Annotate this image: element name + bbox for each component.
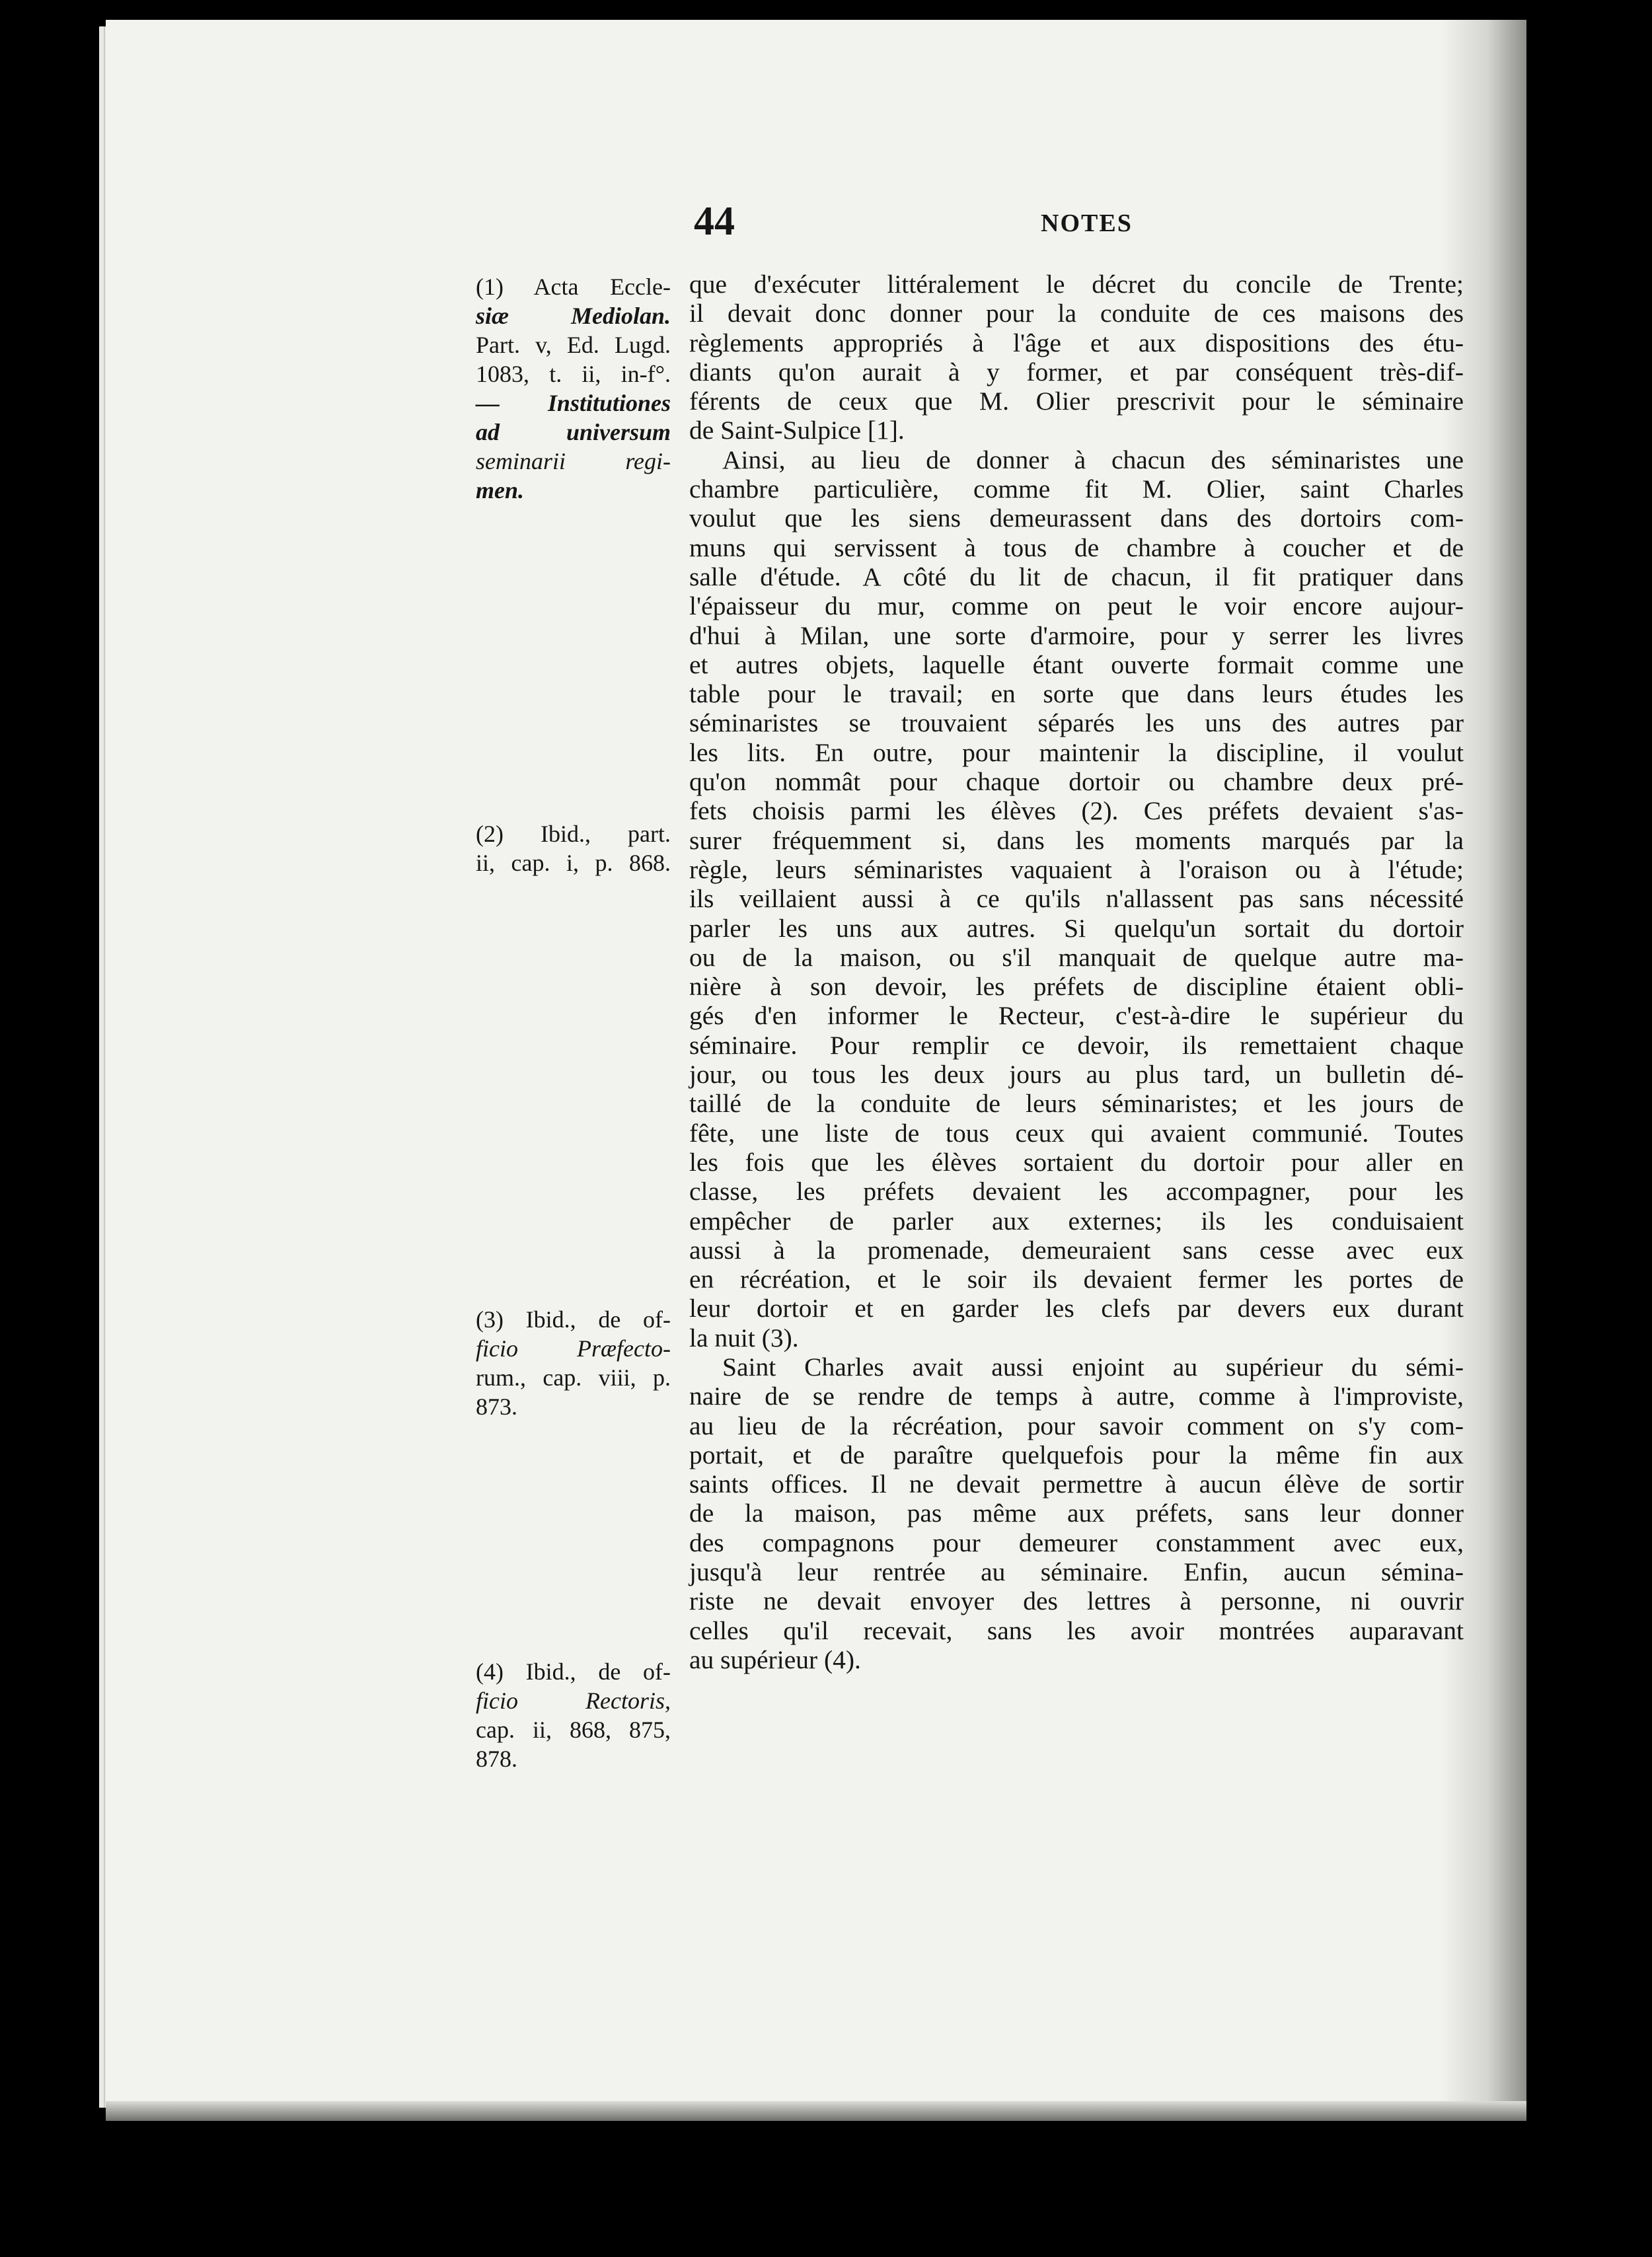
body-text [689, 270, 1464, 1674]
text-line: au lieu de la récréation, pour savoir comment on s'y com- [689, 1411, 1464, 1440]
text-line: nière à son devoir, les préfets de discipline étaient obli- [689, 972, 1464, 1002]
text-line: fête, une liste de tous ceux qui avaient communié. Toutes [689, 1118, 1464, 1148]
text-line: saints offices. Il ne devait permettre à aucun élève de sortir [689, 1469, 1464, 1499]
margin-note-line: 878. [476, 1746, 517, 1772]
margin-note-line: 1083, t. ii, in-f°. [476, 361, 671, 387]
margin-note-3 [476, 1305, 671, 1421]
margin-note-line: ii, cap. i, p. 868. [476, 850, 671, 876]
margin-note-line: cap. ii, 868, 875, [476, 1717, 671, 1743]
margin-note-2 [476, 819, 671, 877]
text-line: classe, les préfets devaient les accompagner, pour les [689, 1177, 1464, 1206]
text-line: voulut que les siens demeurassent dans des dortoirs com- [689, 503, 1464, 533]
margin-note-line: (4) Ibid., de of- [476, 1658, 671, 1685]
margin-note-line: (1) Acta Eccle- [476, 274, 671, 300]
running-head: NOTES [1041, 209, 1133, 237]
text-line: table pour le travail; en sorte que dans leurs études les [689, 679, 1464, 709]
page-bottom-edge [106, 2101, 1526, 2121]
text-line: de la maison, pas même aux préfets, sans leur donner [689, 1498, 1464, 1528]
text-line: salle d'étude. A côté du lit de chacun, il fit pratiquer dans [689, 562, 1464, 591]
text-line: naire de se rendre de temps à autre, comme à l'improviste, [689, 1382, 1464, 1411]
margin-note-line: 873. [476, 1393, 517, 1420]
margin-note-line: ficio Præfecto- [476, 1335, 671, 1362]
text-line: les fois que les élèves sortaient du dortoir pour aller en [689, 1147, 1464, 1177]
text-line: Ainsi, au lieu de donner à chacun des séminaristes une [722, 445, 1464, 474]
margin-note-line: rum., cap. viii, p. [476, 1364, 671, 1391]
text-line: Saint Charles avait aussi enjoint au supérieur du sémi- [722, 1352, 1464, 1382]
margin-note-line: (3) Ibid., de of- [476, 1306, 671, 1333]
text-line: en récréation, et le soir ils devaient fermer les portes de [689, 1265, 1464, 1294]
margin-note-line: men. [476, 477, 525, 503]
margin-note-line: (2) Ibid., part. [476, 821, 671, 847]
text-line: taillé de la conduite de leurs séminaristes; et les jours de [689, 1089, 1464, 1119]
margin-note-line: seminarii regi- [476, 448, 671, 474]
text-line: celles qu'il recevait, sans les avoir montrées auparavant [689, 1615, 1464, 1645]
text-line: il devait donc donner pour la conduite de ces maisons des [689, 299, 1464, 328]
text-line: de Saint-Sulpice [1]. [689, 416, 905, 445]
margin-note-4 [476, 1657, 671, 1773]
margin-note-line: ficio Rectoris, [476, 1687, 671, 1714]
text-line: des compagnons pour demeurer constamment avec eux, [689, 1528, 1464, 1557]
text-line: jour, ou tous les deux jours au plus tard, un bulletin dé- [689, 1060, 1464, 1090]
text-line: riste ne devait envoyer des lettres à personne, ni ouvrir [689, 1586, 1464, 1616]
page-number: 44 [694, 199, 735, 244]
text-line: aussi à la promenade, demeuraient sans cesse avec eux [689, 1235, 1464, 1265]
text-line: les lits. En outre, pour maintenir la discipline, il voulut [689, 737, 1464, 767]
text-line: muns qui servissent à tous de chambre à coucher et de [689, 533, 1464, 562]
page-header [687, 198, 1467, 251]
text-line: férents de ceux que M. Olier prescrivit pour le séminaire [689, 387, 1464, 416]
text-line: chambre particulière, comme fit M. Olier, saint Charles [689, 474, 1464, 504]
text-line: que d'exécuter littéralement le décret du concile de Trente; [689, 270, 1464, 299]
text-line: l'épaisseur du mur, comme on peut le voir encore aujour- [689, 591, 1464, 621]
text-line: gés d'en informer le Recteur, c'est-à-dire le supérieur du [689, 1001, 1464, 1031]
text-line: surer fréquemment si, dans les moments marqués par la [689, 825, 1464, 855]
text-line: et autres objets, laquelle étant ouverte formait comme une [689, 649, 1464, 679]
margin-note-line: Part. v, Ed. Lugd. [476, 332, 671, 358]
text-line: qu'on nommât pour chaque dortoir ou chambre deux pré- [689, 767, 1464, 797]
text-line: règle, leurs séminaristes vaquaient à l'oraison ou à l'étude; [689, 854, 1464, 884]
text-line: au supérieur (4). [689, 1645, 861, 1674]
text-line: fets choisis parmi les élèves (2). Ces préfets devaient s'as- [689, 796, 1464, 826]
text-line: portait, et de paraître quelquefois pour la même fin aux [689, 1440, 1464, 1469]
text-line: séminaire. Pour remplir ce devoir, ils remettaient chaque [689, 1030, 1464, 1060]
margin-note-line: siæ Mediolan. [476, 303, 671, 329]
text-line: jusqu'à leur rentrée au séminaire. Enfin, aucun sémina- [689, 1557, 1464, 1587]
text-line: la nuit (3). [689, 1323, 799, 1352]
text-line: ou de la maison, ou s'il manquait de quelque autre ma- [689, 942, 1464, 972]
margin-note-line: ad universum [476, 419, 671, 445]
text-line: ils veillaient aussi à ce qu'ils n'allassent pas sans nécessité [689, 884, 1464, 914]
text-line: diants qu'on aurait à y former, et par conséquent très-dif- [689, 357, 1464, 387]
text-line: d'hui à Milan, une sorte d'armoire, pour y serrer les livres [689, 620, 1464, 650]
text-line: parler les uns aux autres. Si quelqu'un sortait du dortoir [689, 913, 1464, 943]
margin-note-line: — Institutiones [476, 390, 671, 416]
text-line: règlements appropriés à l'âge et aux dispositions des étu- [689, 328, 1464, 357]
text-line: séminaristes se trouvaient séparés les uns des autres par [689, 708, 1464, 738]
text-line: empêcher de parler aux externes; ils les conduisaient [689, 1206, 1464, 1236]
margin-note-1 [476, 272, 671, 505]
text-line: leur dortoir et en garder les clefs par devers eux durant [689, 1294, 1464, 1323]
